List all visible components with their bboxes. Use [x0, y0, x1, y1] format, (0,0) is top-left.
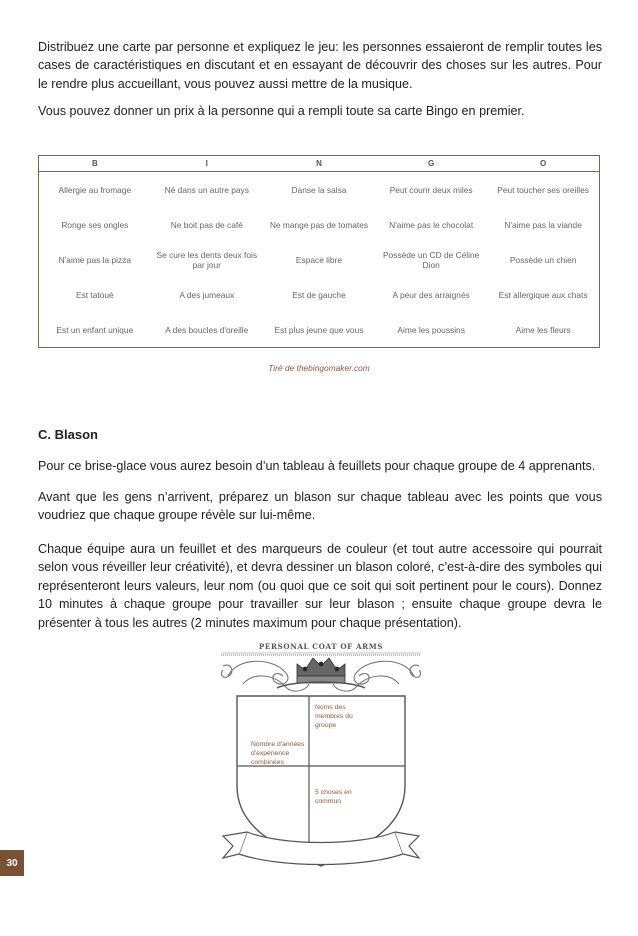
bingo-header-o: O — [487, 156, 599, 172]
bingo-cell: Se cure les dents deux fois par jour — [156, 249, 258, 270]
bingo-cell: Est de gauche — [292, 289, 346, 300]
coat-label-experience: Nombre d'années d'expérience combinées — [251, 741, 305, 766]
section-heading: C. Blason — [38, 427, 98, 442]
bingo-row — [39, 277, 600, 312]
bingo-credit: Tiré de thebingomaker.com — [268, 363, 370, 373]
bingo-cell: Possède un CD de Céline Dion — [382, 249, 480, 270]
bingo-header-row — [39, 156, 600, 172]
bingo-cell: N'aime pas la pizza — [58, 254, 132, 265]
bingo-row — [39, 207, 600, 242]
bingo-cell: Est plus jeune que vous — [274, 324, 364, 335]
bingo-cell: Né dans un autre pays — [164, 184, 249, 195]
bingo-cell: A peur des arraignés — [392, 289, 470, 300]
bingo-row — [39, 172, 600, 208]
section-paragraph-2: Avant que les gens n’arrivent, préparez un blason sur chaque tableau avec les points que vous voudriez que chaque groupe révèle sur lui-même. — [38, 490, 602, 523]
bingo-row — [39, 242, 600, 277]
coat-label-common-things: 5 choses en commun — [315, 789, 352, 805]
bingo-cell: N'aime pas le chocolat — [389, 219, 474, 230]
coat-of-arms-figure — [213, 636, 429, 872]
bingo-cell: Possède un chien — [509, 254, 577, 265]
bingo-row — [39, 312, 600, 348]
bingo-header-n: N — [263, 156, 375, 172]
bingo-cell: Aime les poussins — [397, 324, 465, 335]
intro-paragraph-1: Distribuez une carte par personne et expliquez le jeu: les personnes essaieront de remplir toutes les cases de caractéristiques en discutant et en essayant de découvrir des choses sur les autres. Pour le rendre plus accueillant, vous pouvez aussi mettre de la musique. — [38, 40, 602, 91]
coat-of-arms-drawing — [213, 636, 429, 872]
section-paragraph-1: Pour ce brise-glace vous aurez besoin d’un tableau à feuillets pour chaque groupe de 4 apprenants. — [38, 459, 596, 473]
coat-label-group-names: Noms des membres du groupe — [315, 704, 353, 729]
bingo-table — [38, 155, 600, 348]
bingo-cell: Allergie au fromage — [58, 184, 132, 195]
bingo-cell: Est un enfant unique — [56, 324, 134, 335]
coat-of-arms-title: PERSONAL COAT OF ARMS — [258, 642, 384, 651]
bingo-cell: Danse la salsa — [291, 184, 347, 195]
crown-icon — [297, 658, 345, 683]
bingo-cell: Ne boit pas de café — [170, 219, 243, 230]
bingo-cell: Est tatoué — [75, 289, 114, 300]
bingo-cell: Aime les fleurs — [515, 324, 571, 335]
bingo-cell: A des boucles d'oreille — [165, 324, 249, 335]
bingo-cell: Peut toucher ses oreilles — [497, 184, 589, 195]
bingo-header-g: G — [375, 156, 487, 172]
bingo-cell: Ronge ses ongles — [61, 219, 129, 230]
page-number: 30 — [0, 850, 24, 876]
bingo-header-i: I — [151, 156, 263, 172]
bingo-cell: Espace libre — [295, 254, 343, 265]
intro-paragraph-2: Vous pouvez donner un prix à la personne qui a rempli toute sa carte Bingo en premier. — [38, 104, 525, 118]
bingo-cell: Est allergique aux chats — [498, 289, 588, 300]
bingo-cell: Peut courir deux miles — [389, 184, 473, 195]
section-paragraph-3: Chaque équipe aura un feuillet et des marqueurs de couleur (et tout autre accessoire qui pourrait selon vous réveiller leur créativité), et devra dessiner un blason coloré, c’est-à-dire des symboles qui représenteront leurs valeurs, leur nom (ou quoi que ce soit qui soit pertinent pour le cours). Donnez 10 minutes à chaque groupe pour travailler sur leur blason ; ensuite chaque groupe devra le présenter à tous les autres (2 minutes maximum pour chaque présentation). — [38, 542, 602, 630]
bingo-cell: Ne mange pas de tomates — [269, 219, 369, 230]
bingo-cell: A des jumeaux — [179, 289, 235, 300]
bingo-header-b: B — [39, 156, 151, 172]
bingo-cell: N'aime pas la viande — [504, 219, 582, 230]
